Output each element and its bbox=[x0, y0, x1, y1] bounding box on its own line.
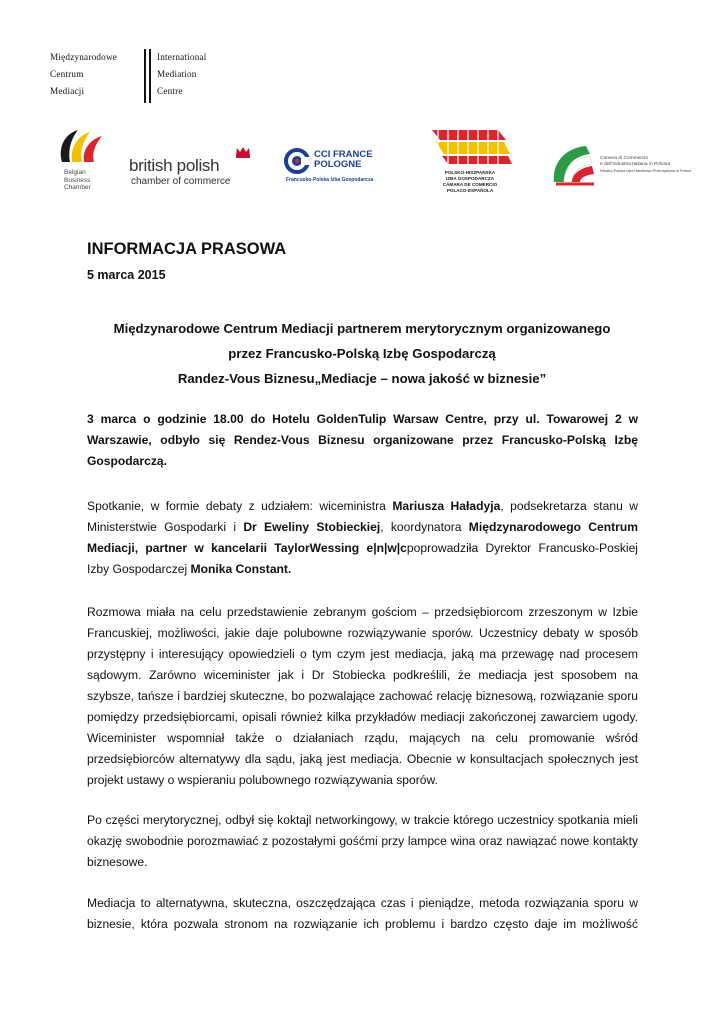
header-right-line-1: International bbox=[157, 52, 207, 62]
p3-line-7: Wiceminister wspomniał także o działaniach rządu, mających na celu promowanie wśród bbox=[87, 731, 638, 745]
lead-line-2: Warszawie, odbyło się Rendez-Vous Biznesu organizowane przez Francusko-Polską Izbę bbox=[87, 433, 638, 447]
p2-l1-name: Mariusza Haładyja bbox=[392, 499, 501, 513]
belgian-chamber-logo bbox=[52, 128, 112, 198]
p3-line-5: szybsze, tańsze i bardziej skuteczne, bo pozwalające zachować relację biznesową, rozwiązanie sporu bbox=[87, 689, 638, 703]
belgian-line-3: Chamber bbox=[64, 184, 91, 191]
paragraph-networking bbox=[87, 810, 638, 873]
p2-l3-text: poprowadziła Dyrektor Francusko-Poskiej bbox=[406, 541, 638, 555]
italian-line-2: e dell'Industria Italiana in Polonia bbox=[600, 162, 670, 167]
paragraph-discussion bbox=[87, 602, 638, 791]
headline-line-3: Randez-Vous Biznesu„Mediacje – nowa jakość w biznesie” bbox=[177, 371, 547, 386]
belgian-chamber-text bbox=[64, 169, 112, 192]
p2-l4-name: Monika Constant. bbox=[190, 562, 292, 576]
headline-line-2: przez Francusko-Polską Izbę Gospodarczą bbox=[228, 346, 496, 361]
partner-logos bbox=[0, 124, 724, 206]
p3-line-8: przedsiębiorców alternatywy dla sądu, jaką jest mediacja. Obecnie w konsultacjach społecznych jest bbox=[87, 752, 638, 766]
header-left-line-3: Mediacji bbox=[50, 86, 85, 96]
spanish-line-3: CÁMARA DE COMERCIO bbox=[442, 182, 498, 187]
p4-line-2: okazję swobodnie porozmawiać z pozostałymi gośćmi przy lampce wina oraz nawiązać nowe kontakty bbox=[87, 834, 638, 848]
p4-line-3: biznesowe. bbox=[87, 855, 148, 869]
p2-l2-org: Międzynarodowego Centrum bbox=[468, 520, 638, 534]
p3-line-3: przystępny i interesujący opowiedzieli o tym czym jest mediacja, jaką ma przewagę nad procesem bbox=[87, 647, 638, 661]
cci-line-1: CCI FRANCE bbox=[314, 149, 373, 160]
spanish-line-1: POLSKO-HISZPAŃSKA bbox=[444, 170, 496, 175]
header-right-line-3: Centre bbox=[157, 86, 183, 96]
p5-line-1: Mediacja to alternatywna, skuteczna, oszczędzająca czas i pieniądze, metoda rozwiązania sporu w bbox=[87, 896, 638, 910]
belgian-line-2: Business bbox=[64, 176, 91, 184]
imc-header-logo bbox=[50, 49, 240, 103]
p3-line-6: pomiędzy przedsiębiorcami, opisali również kilka przykładów mediacji zakończonej zawarciem ugody. bbox=[87, 710, 638, 724]
p2-line-2 bbox=[87, 517, 638, 538]
british-polish-sub: chamber of commerce bbox=[131, 176, 231, 187]
p2-l1-text-c: , podsekretarza stanu w bbox=[500, 499, 638, 513]
p4-line-1: Po części merytorycznej, odbył się koktajl networkingowy, w trakcie którego uczestnicy spotkania mieli bbox=[87, 813, 638, 827]
headline bbox=[80, 316, 644, 391]
p2-line-3 bbox=[87, 538, 638, 559]
paragraph-mediation-definition bbox=[87, 893, 638, 935]
cci-france-pologne-logo bbox=[284, 146, 404, 190]
spanish-line-2: IZBA GOSPODARCZA bbox=[445, 176, 495, 181]
italian-chamber-text bbox=[600, 156, 691, 174]
header-left-line-2: Centrum bbox=[50, 69, 84, 79]
spanish-chamber-text bbox=[424, 170, 516, 194]
press-release-title: INFORMACJA PRASOWA bbox=[87, 240, 287, 258]
p2-l2-text-a: Ministerstwie Gospodarki i bbox=[87, 520, 244, 534]
p2-l4-text: Izby Gospodarczej bbox=[87, 562, 191, 576]
british-polish-name: british polish bbox=[129, 156, 220, 175]
spanish-flag-grid-icon bbox=[428, 126, 512, 166]
headline-line-1: Międzynarodowe Centrum Mediacji partnerem merytorycznym organizowanego bbox=[113, 321, 611, 336]
p2-l3-org: Mediacji, partner w kancelarii TaylorWessing e|n|w|c bbox=[87, 541, 407, 555]
crown-icon bbox=[235, 146, 251, 158]
cci-name bbox=[314, 150, 373, 170]
p3-line-2: Francuskiej, możliwości, jakie daje polubowne rozwiązywanie sporów. Uczestnicy debaty w sposób bbox=[87, 626, 638, 640]
belgian-line-1: Belgian bbox=[64, 169, 86, 176]
p3-line-1: Rozmowa miała na celu przedstawienie zebranym gościom – przedsiębiorcom zrzeszonym w Izbie bbox=[87, 605, 638, 619]
p3-line-9: projekt ustawy o wspieraniu polubownego rozwiązywania sporów. bbox=[87, 773, 438, 787]
belgian-flag-icon bbox=[52, 128, 112, 164]
press-release-date: 5 marca 2015 bbox=[87, 268, 166, 282]
header-divider-2 bbox=[149, 49, 151, 103]
lead-paragraph bbox=[87, 409, 638, 472]
cci-sub: Francusko-Polska Izba Gospodarcza bbox=[286, 177, 374, 183]
header-divider-1 bbox=[144, 49, 146, 103]
italian-emblem-icon bbox=[550, 144, 596, 186]
header-right-names bbox=[157, 49, 207, 100]
cci-line-2: POLOGNE bbox=[314, 159, 362, 170]
italian-line-1: Camera di Commercio bbox=[600, 156, 648, 161]
p2-l2-name: Dr Eweliny Stobieckiej bbox=[243, 520, 381, 534]
p2-line-1 bbox=[87, 496, 638, 517]
lead-line-3: Gospodarczą. bbox=[87, 454, 167, 468]
polish-spanish-chamber-logo bbox=[424, 126, 516, 202]
p2-line-4 bbox=[87, 559, 638, 580]
paragraph-meeting bbox=[87, 496, 638, 580]
p5-line-2: biznesie, która pozwala stronom na rozwiązanie ich problemu i bardzo często daje im możliwość bbox=[87, 917, 638, 931]
spanish-line-4: POLACO-ESPAÑOLA bbox=[446, 188, 494, 193]
british-polish-chamber-logo bbox=[129, 146, 253, 190]
italian-chamber-logo bbox=[550, 144, 690, 188]
header-left-line-1: Międzynarodowe bbox=[50, 52, 118, 62]
p2-l1-text-a: Spotkanie, w formie debaty z udziałem: wiceministra bbox=[87, 499, 393, 513]
header-right-line-2: Mediation bbox=[157, 69, 197, 79]
cci-emblem-icon bbox=[284, 148, 310, 174]
p2-l2-text-c: , koordynatora bbox=[380, 520, 469, 534]
header-left-names bbox=[50, 49, 117, 100]
p3-line-4: sądowym. Zarówno wiceminister jak i Dr Stobiecka podkreślili, że mediacja jest sposobem na bbox=[87, 668, 638, 682]
italian-line-3: Włosko-Polska Izba Handlowo-Przemysłowa w Polsce bbox=[600, 169, 692, 173]
lead-line-1: 3 marca o godzinie 18.00 do Hotelu GoldenTulip Warsaw Centre, przy ul. Towarowej 2 w bbox=[87, 412, 638, 426]
